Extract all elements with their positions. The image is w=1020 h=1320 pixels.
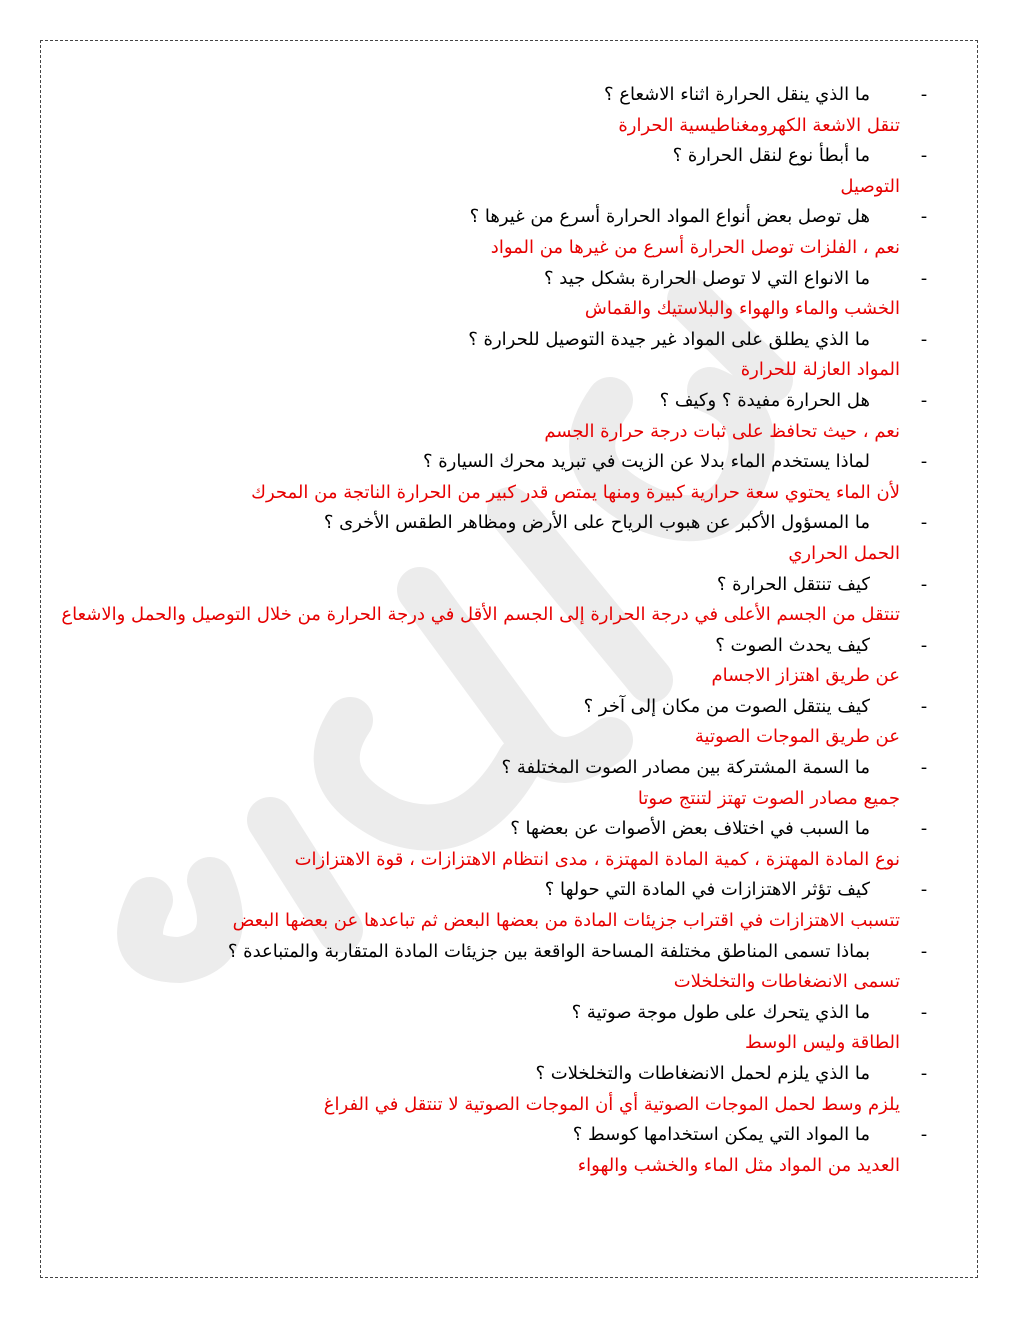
dash-bullet-icon: - (920, 757, 928, 779)
question-text: كيف تؤثر الاهتزازات في المادة التي حولها ؟ (544, 879, 870, 901)
question-text: كيف ينتقل الصوت من مكان إلى آخر ؟ (583, 695, 870, 717)
answer-line: تنتقل من الجسم الأعلى في درجة الحرارة إلى الجسم الأقل في درجة الحرارة من خلال التوصيل والحمل والاشعاع (61, 604, 900, 626)
question-line (60, 631, 930, 662)
dash-bullet-icon: - (920, 940, 928, 962)
question-text: ما السمة المشتركة بين مصادر الصوت المختلفة ؟ (501, 757, 870, 779)
question-text: ما أبطأ نوع لنقل الحرارة ؟ (672, 145, 870, 167)
dash-bullet-icon: - (920, 818, 928, 840)
question-text: ما الذي يتحرك على طول موجة صوتية ؟ (571, 1001, 870, 1023)
dash-bullet-icon: - (920, 451, 928, 473)
question-line (60, 692, 930, 723)
question-line (60, 1059, 930, 1090)
question-line (60, 141, 930, 172)
question-text: ما السبب في اختلاف بعض الأصوات عن بعضها ؟ (510, 818, 870, 840)
answer-line: الحمل الحراري (788, 542, 900, 564)
dash-bullet-icon: - (920, 879, 928, 901)
dash-bullet-icon: - (920, 695, 928, 717)
qa-list (60, 80, 930, 1181)
answer-line: جميع مصادر الصوت تهتز لتنتج صوتا (637, 787, 900, 809)
answer-line: تتسبب الاهتزازات في اقتراب جزيئات المادة من بعضها البعض ثم تباعدها عن بعضها البعض (232, 910, 900, 932)
answer-line: تسمى الانضغاطات والتخلخلات (673, 971, 900, 993)
question-line (60, 1120, 930, 1151)
question-line (60, 447, 930, 478)
question-line (60, 875, 930, 906)
question-line (60, 386, 930, 417)
dash-bullet-icon: - (920, 573, 928, 595)
answer-line: عن طريق اهتزاز الاجسام (711, 665, 900, 687)
dash-bullet-icon: - (920, 634, 928, 656)
question-line (60, 998, 930, 1029)
answer-line: نوع المادة المهتزة ، كمية المادة المهتزة ، مدى انتظام الاهتزازات ، قوة الاهتزازات (294, 848, 900, 870)
dash-bullet-icon: - (920, 512, 928, 534)
question-text: كيف يحدث الصوت ؟ (715, 634, 870, 656)
question-line (60, 325, 930, 356)
question-text: ما الذي يطلق على المواد غير جيدة التوصيل للحرارة ؟ (468, 328, 870, 350)
dash-bullet-icon: - (920, 328, 928, 350)
question-text: لماذا يستخدم الماء بدلا عن الزيت في تبريد محرك السيارة ؟ (422, 451, 870, 473)
dash-bullet-icon: - (920, 1001, 928, 1023)
answer-line: العديد من المواد مثل الماء والخشب والهواء (577, 1154, 900, 1176)
question-line (60, 264, 930, 295)
question-text: بماذا تسمى المناطق مختلفة المساحة الواقعة بين جزيئات المادة المتقاربة والمتباعدة ؟ (227, 940, 870, 962)
question-text: هل الحرارة مفيدة ؟ وكيف ؟ (659, 389, 870, 411)
question-text: هل توصل بعض أنواع المواد الحرارة أسرع من غيرها ؟ (469, 206, 870, 228)
answer-line: الطاقة وليس الوسط (745, 1032, 900, 1054)
dash-bullet-icon: - (920, 1124, 928, 1146)
question-line (60, 570, 930, 601)
question-text: ما المسؤول الأكبر عن هبوب الرياح على الأرض ومظاهر الطقس الأخرى ؟ (323, 512, 870, 534)
dash-bullet-icon: - (920, 145, 928, 167)
question-line (60, 753, 930, 784)
question-text: ما الذي يلزم لحمل الانضغاطات والتخلخلات ؟ (535, 1063, 870, 1084)
question-text: ما المواد التي يمكن استخدامها كوسط ؟ (572, 1124, 870, 1146)
answer-line: عن طريق الموجات الصوتية (694, 726, 900, 748)
question-line (60, 80, 930, 111)
answer-line: نعم ، حيث تحافظ على ثبات درجة حرارة الجسم (544, 420, 900, 442)
answer-line: يلزم وسط لحمل الموجات الصوتية أي أن الموجات الصوتية لا تنتقل في الفراغ (323, 1093, 900, 1115)
answer-line: نعم ، الفلزات توصل الحرارة أسرع من غيرها من المواد (490, 236, 900, 258)
answer-line: لأن الماء يحتوي سعة حرارية كبيرة ومنها يمتص قدر كبير من الحرارة الناتجة من المحرك (251, 481, 900, 503)
question-text: كيف تنتقل الحرارة ؟ (716, 573, 870, 595)
answer-line: تنقل الاشعة الكهرومغناطيسية الحرارة (618, 114, 900, 136)
question-line (60, 814, 930, 845)
question-text: ما الذي ينقل الحرارة اثناء الاشعاع ؟ (603, 84, 870, 105)
dash-bullet-icon: - (920, 1063, 928, 1084)
answer-line: التوصيل (840, 175, 900, 197)
dash-bullet-icon: - (920, 267, 928, 289)
dash-bullet-icon: - (920, 84, 928, 105)
dash-bullet-icon: - (920, 206, 928, 228)
question-line (60, 937, 930, 968)
question-text: ما الانواع التي لا توصل الحرارة بشكل جيد ؟ (544, 267, 870, 289)
question-line (60, 508, 930, 539)
answer-line: المواد العازلة للحرارة (740, 359, 900, 381)
dash-bullet-icon: - (920, 389, 928, 411)
answer-line: الخشب والماء والهواء والبلاستيك والقماش (584, 298, 900, 320)
question-line (60, 202, 930, 233)
